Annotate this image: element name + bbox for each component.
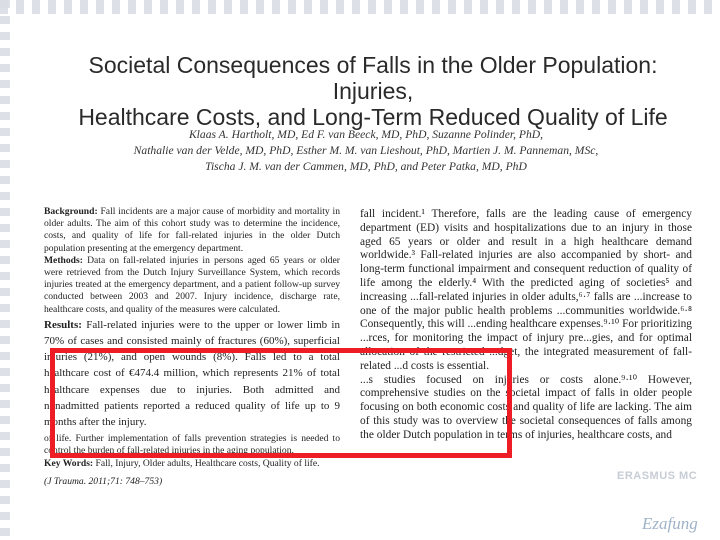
intro-paragraph: fall incident.¹ Therefore, falls are the leading cause of emergency department (ED) visits and hospitalizations due to an injury in those aged 65 years or older and result in a high healthcare demand worldwide.³ Fall-related injuries are also accompanied by short- and long-term functional impairment and consequent reduction of quality of life among the elderly.⁴ With the predicted aging of societies⁵ and increasing ...fall-related injuries in older adults,⁶·⁷ falls are ...increase to one of the major public health problems ...communities worldwide.⁶·⁸ Consequently, this will ...ending healthcare expenses.⁹·¹⁰ For prioritizing ...rces, for monitoring the impact of injury pre...gies, and for optimal allocation of the restricted ...dget, the integrated measurement of fall-related ...d costs is essential.: [360, 208, 692, 372]
author-line: Klaas A. Hartholt, MD, Ed F. van Beeck, MD, PhD, Suzanne Polinder, PhD,: [188, 128, 544, 141]
results-label: Results:: [44, 318, 82, 331]
author-line: Nathalie van der Velde, MD, PhD, Esther M. M. van Lieshout, PhD, Martien J. M. Panneman, MSc,: [133, 144, 599, 157]
slide-top-border: [0, 0, 720, 14]
author-line: Tischa J. M. van der Cammen, MD, PhD, and Peter Patka, MD, PhD: [205, 160, 527, 173]
brand-wordmark: ERASMUS MC: [617, 470, 698, 482]
abstract-keywords: [44, 458, 340, 470]
methods-label: Methods:: [44, 254, 83, 266]
paper-excerpt: [36, 40, 696, 510]
paper-title: [63, 52, 683, 130]
background-text: Fall incidents are a major cause of morbidity and mortality in older adults. The aim of this cohort study was to determine the incidence, costs, and quality of life for fall-related injuries in the older Dutch population presenting at the emergency department.: [44, 206, 340, 254]
results-highlight-box: [50, 348, 512, 458]
results-text: Fall-related injuries were to the upper or lower limb in 70% of cases and consisted mainly of fractures (60%), superficial injuries (21%), and open wounds (8%). Falls led to a total healthcare cost of €474.4 million, which represents 21% of total healthcare expenses due to injuries. Both admitted and nonadmitted patients reported a reduced quality of life up to 9 months after the injury.: [44, 318, 340, 429]
intro-paragraph: ...s studies focused on injuries or costs alone.⁹·¹⁰ However, comprehensive studies on the societal impact of falls in older people focusing on both economic costs and quality of life are lacking. The aim of this study was to overview the societal consequences of falls among the older Dutch population in terms of injuries, healthcare costs, and: [360, 373, 692, 441]
paper-title-line-2: Healthcare Costs, and Long-Term Reduced Quality of Life: [78, 104, 668, 130]
paper-title-line-1: Societal Consequences of Falls in the Older Population: Injuries,: [88, 52, 658, 104]
abstract-methods: [44, 255, 340, 316]
keywords-label: Key Words:: [44, 457, 94, 469]
background-label: Background:: [44, 206, 98, 217]
slide-left-border: [0, 0, 10, 540]
citation: (J Trauma. 2011;71: 748–753): [44, 475, 163, 487]
author-list: [76, 127, 656, 175]
abstract-conclusion: of life. Further implementation of falls prevention strategies is needed to control the burden of fall-related injuries in the aging population.: [44, 433, 340, 457]
keywords-text: Fall, Injury, Older adults, Healthcare costs, Quality of life.: [93, 457, 320, 469]
signature-logo: Ezafung: [642, 514, 698, 533]
methods-text: Data on fall-related injuries in persons aged 65 years or older were retrieved from the Dutch Injury Surveillance System, which records injuries treated at the emergency department, and a patient follow-up survey conducted between 2003 and 2007. Injury incidence, discharge rate, healthcare costs, and quality of the measures were calculated.: [44, 254, 340, 315]
abstract-background: [44, 206, 340, 255]
